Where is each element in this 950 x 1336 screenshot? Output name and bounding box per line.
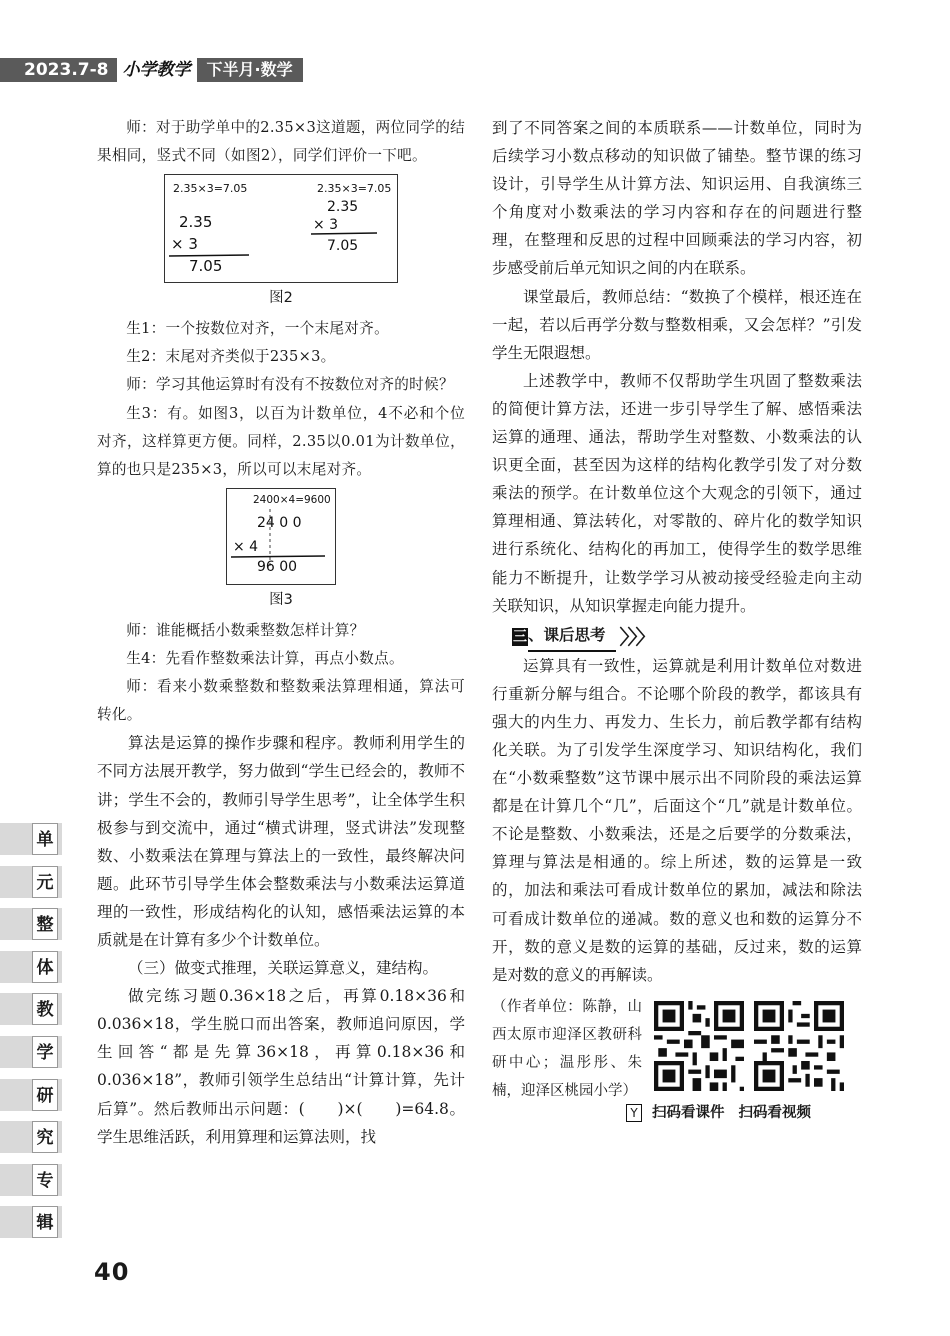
qr-caption-courseware: 扫码看课件 [652,1104,725,1121]
sidebar-tab [0,1205,62,1239]
fig2-left-mult: × 3 [171,235,198,254]
sidebar-char: 单 [32,823,58,855]
fig2-right-top: 2.35 [327,199,359,216]
figure-3-image [226,488,336,585]
sidebar-char: 元 [32,866,58,898]
qr-caption-video: 扫码看视频 [738,1104,811,1121]
sidebar-tab [0,907,62,941]
paragraph: 师：看来小数乘整数和整数乘法算理相通，算法可转化。 [97,678,465,724]
paragraph: 师：学习其他运算时有没有不按数位对齐的时候？ [126,376,454,394]
page-number: 40 [94,1258,130,1286]
paragraph: 师：对于助学单中的2.35×3这道题，两位同学的结果相同，竖式不同（如图2），同学们评价一下吧。 [97,119,465,165]
paragraph: 生3：有。如图3，以百为计数单位，4不必和个位对齐，这样算更方便。同样，2.35以0.01为计数单位，算的也只是235×3，所以可以末尾对齐。 [97,404,465,478]
sidebar-char: 体 [32,951,58,983]
sidebar-tab [0,1035,62,1069]
section-title: 、课后思考 [528,621,616,652]
paragraph: 生2：末尾对齐类似于235×3。 [126,348,336,366]
issue-label: 下半月·数学 [197,58,303,82]
sidebar-tab [0,865,62,899]
fig2-left-result: 7.05 [189,257,223,274]
fig2-left-equation: 2.35×3=7.05 [173,182,248,196]
section-heading [512,624,862,650]
figure-3 [97,488,465,615]
qr-codes [630,993,862,1121]
sidebar-char: 教 [32,993,58,1025]
paragraph: 上述教学中，教师不仅帮助学生巩固了整数乘法的简便计算方法，还进一步引导学生了解、感悟乘法运算的通理、通法，帮助学生对整数、小数乘法的认识更全面，甚至因为这样的结构化教学引发了对分数乘法的预学。在计数单位这个大观念的引领下，通过算理相通、算法转化，对零散的、碎片化的数学知识进行系统化、结构化的再加工，使得学生的数学思维能力不断提升，让数学学习从被动接受经验走向主动关联知识，从知识掌握走向能力提升。 [492,371,862,615]
fig2-left-top: 2.35 [179,213,213,232]
paragraph: 师：谁能概括小数乘整数怎样计算？ [126,621,365,639]
sidebar-tab [0,1163,62,1197]
subheading: （三）做变式推理，关联运算意义，建结构。 [128,959,439,978]
issue-date: 2023.7-8 [0,58,117,82]
sidebar-char: 学 [32,1036,58,1068]
sidebar-char: 整 [32,908,58,940]
sidebar-char: 究 [32,1121,58,1153]
paragraph: 课堂最后，教师总结：“数换了个模样，根还连在一起，若以后再学分数与整数相乘，又会怎样？”引发学生无限遐想。 [492,287,862,362]
fig3-result: 96 00 [257,558,298,575]
paragraph: 到了不同答案之间的本质联系——计数单位，同时为后续学习小数点移动的知识做了铺垫。整节课的练习设计，引导学生从计算方法、知识运用、自我演练三个角度对小数乘法的学习内容和存在的问题进行整理，在整理和反思的过程中回顾乘法的学习内容，初步感受前后单元知识之间的内在联系。 [492,119,862,278]
running-header [0,58,303,82]
fig3-equation: 2400×4=9600 [253,493,331,506]
qr-code-icon[interactable] [654,1001,744,1091]
fig2-right-equation: 2.35×3=7.05 [317,182,392,196]
sidebar-tabs [0,822,62,1248]
fig2-right-line [311,233,377,234]
fig3-line [231,556,325,557]
paragraph: 做完练习题0.36×18之后，再算0.18×36和0.036×18，学生脱口而出答案，教师追问原因，学生回答“都是先算36×18，再算0.18×36和0.036×18”，教师引领学生总结出“计算计算，先计后算”。然后教师出示问题：( )×( )=64.8。学生思维活跃，利用算理和运算法则，找 [97,987,465,1146]
figure-2 [97,174,465,313]
qr-code-icon[interactable] [754,1001,844,1091]
sidebar-char: 研 [32,1079,58,1111]
sidebar-tab [0,950,62,984]
paragraph: 生1：一个按数位对齐，一个末尾对齐。 [126,320,389,338]
paragraph: 算法是运算的操作步骤和程序。教师利用学生的不同方法展开教学，努力做到“学生已经会的，教师不讲；学生不会的，教师引导学生思考”，让全体学生积极参与到交流中，通过“横式讲理，竖式讲法”发现整数、小数乘法在算理与算法上的一致性，最终解决问题。此环节引导学生体会整数乘法与小数乘法运算道理的一致性，形成结构化的认知，感悟乘法运算的本质就是在计算有多少个计数单位。 [97,734,465,949]
fig3-top: 24 0 0 [257,514,302,531]
magazine-title: 小学教学 [117,58,197,82]
section-number: 三 [513,628,527,645]
left-column [97,114,465,1151]
sidebar-tab [0,1120,62,1154]
figure-2-caption: 图2 [269,290,293,307]
fig3-mult: × 4 [233,538,259,555]
author-affiliation: （作者单位：陈静，山西太原市迎泽区教研科研中心；温彤彤、朱楠，迎泽区桃园小学） [492,998,642,1099]
fig2-right-result: 7.05 [327,238,359,255]
sidebar-char: 辑 [32,1206,58,1238]
chevron-right-icon: 〉〉〉 [619,624,654,649]
author-block [492,993,862,1121]
sidebar-tab [0,992,62,1026]
fig2-left-line [169,255,249,256]
qr-mark: Y [626,1104,642,1122]
figure-3-caption: 图3 [269,591,293,608]
paragraph: 运算具有一致性，运算就是利用计数单位对数进行重新分解与组合。不论哪个阶段的教学，都该具有强大的内生力、再发力、生长力，前后教学都有结构化关联。为了引发学生深度学习、知识结构化，我们在“小数乘整数”这节课中展示出不同阶段的乘法运算都是在计算几个“几”，后面这个“几”就是计数单位。不论是整数、小数乘法，还是之后要学的分数乘法，算理与算法是相通的。综上所述，数的运算是一致的，加法和乘法可看成计数单位的累加，减法和除法可看成计数单位的递减。数的意义也和数的运算分不开，数的意义是数的运算的基础，反过来，数的运算是对数的意义的再解读。 [492,656,862,984]
fig2-right-mult: × 3 [313,217,339,234]
right-column [492,114,862,1121]
sidebar-char: 专 [32,1164,58,1196]
sidebar-tab [0,1078,62,1112]
figure-2-image [164,174,398,283]
sidebar-tab [0,822,62,856]
qr-captions [626,1099,811,1127]
paragraph: 生4：先看作整数乘法计算，再点小数点。 [126,650,404,668]
